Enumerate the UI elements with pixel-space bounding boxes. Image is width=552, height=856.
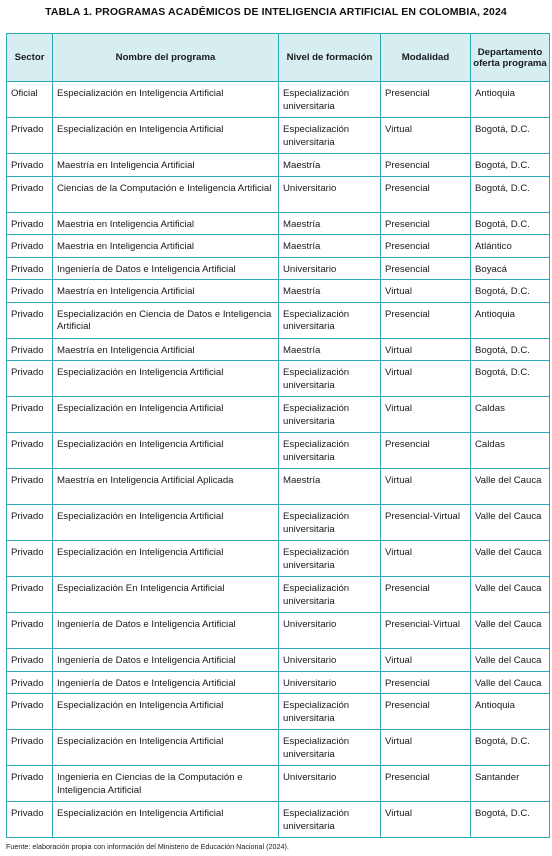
cell-sector: Privado <box>7 541 53 577</box>
cell-modality: Virtual <box>381 338 471 361</box>
cell-level: Maestría <box>279 212 381 235</box>
cell-sector: Privado <box>7 505 53 541</box>
cell-department: Bogotá, D.C. <box>471 280 550 303</box>
cell-department: Caldas <box>471 397 550 433</box>
cell-program-name: Ingeniería de Datos e Inteligencia Artificial <box>53 613 279 649</box>
table-row <box>7 176 550 212</box>
cell-modality: Presencial <box>381 433 471 469</box>
cell-program-name: Ingeniería de Datos e Inteligencia Artificial <box>53 257 279 280</box>
header-department: Departamento oferta programa <box>471 34 550 82</box>
table-row <box>7 433 550 469</box>
cell-level: Especialización universitaria <box>279 397 381 433</box>
source-note: Fuente: elaboración propia con información del Ministerio de Educación Nacional (2024). <box>6 842 289 851</box>
cell-modality: Virtual <box>381 649 471 672</box>
cell-sector: Privado <box>7 338 53 361</box>
table-row <box>7 82 550 118</box>
cell-department: Bogotá, D.C. <box>471 154 550 177</box>
cell-department: Atlántico <box>471 235 550 258</box>
cell-level: Especialización universitaria <box>279 302 381 338</box>
cell-sector: Privado <box>7 433 53 469</box>
cell-level: Especialización universitaria <box>279 730 381 766</box>
cell-sector: Privado <box>7 302 53 338</box>
cell-sector: Privado <box>7 766 53 802</box>
cell-modality: Virtual <box>381 541 471 577</box>
cell-modality: Virtual <box>381 802 471 838</box>
cell-sector: Privado <box>7 730 53 766</box>
cell-program-name: Especialización en Inteligencia Artificial <box>53 802 279 838</box>
cell-level: Especialización universitaria <box>279 361 381 397</box>
cell-modality: Virtual <box>381 361 471 397</box>
table-row <box>7 694 550 730</box>
cell-level: Maestría <box>279 469 381 505</box>
table-row <box>7 505 550 541</box>
cell-program-name: Ingenieria en Ciencias de la Computación e Inteligencia Artificial <box>53 766 279 802</box>
cell-sector: Privado <box>7 361 53 397</box>
cell-department: Santander <box>471 766 550 802</box>
cell-sector: Privado <box>7 577 53 613</box>
cell-department: Bogotá, D.C. <box>471 338 550 361</box>
cell-level: Maestría <box>279 154 381 177</box>
cell-department: Valle del Cauca <box>471 649 550 672</box>
cell-modality: Presencial-Virtual <box>381 505 471 541</box>
table-row <box>7 541 550 577</box>
cell-modality: Virtual <box>381 730 471 766</box>
table-row <box>7 212 550 235</box>
cell-sector: Privado <box>7 280 53 303</box>
header-modality: Modalidad <box>381 34 471 82</box>
cell-department: Valle del Cauca <box>471 541 550 577</box>
cell-level: Maestría <box>279 338 381 361</box>
cell-sector: Privado <box>7 235 53 258</box>
table-row <box>7 338 550 361</box>
cell-program-name: Maestría en Inteligencia Artificial <box>53 280 279 303</box>
cell-modality: Presencial-Virtual <box>381 613 471 649</box>
cell-department: Antioquia <box>471 302 550 338</box>
cell-program-name: Ciencias de la Computación e Inteligencia Artificial <box>53 176 279 212</box>
cell-modality: Presencial <box>381 257 471 280</box>
cell-program-name: Especialización en Inteligencia Artificial <box>53 505 279 541</box>
table-row <box>7 154 550 177</box>
cell-level: Especialización universitaria <box>279 82 381 118</box>
cell-sector: Privado <box>7 671 53 694</box>
cell-sector: Privado <box>7 802 53 838</box>
cell-department: Antioquia <box>471 694 550 730</box>
table-row <box>7 730 550 766</box>
cell-program-name: Especialización En Inteligencia Artificial <box>53 577 279 613</box>
cell-program-name: Especialización en Inteligencia Artificial <box>53 361 279 397</box>
cell-department: Bogotá, D.C. <box>471 361 550 397</box>
header-level: Nivel de formación <box>279 34 381 82</box>
table-row <box>7 802 550 838</box>
cell-modality: Presencial <box>381 154 471 177</box>
cell-level: Especialización universitaria <box>279 694 381 730</box>
cell-program-name: Maestría en Inteligencia Artificial <box>53 338 279 361</box>
cell-program-name: Ingeniería de Datos e Inteligencia Artificial <box>53 649 279 672</box>
cell-sector: Privado <box>7 257 53 280</box>
cell-sector: Privado <box>7 649 53 672</box>
cell-program-name: Maestria en Inteligencia Artificial <box>53 212 279 235</box>
cell-department: Bogotá, D.C. <box>471 802 550 838</box>
cell-program-name: Maestria en Inteligencia Artificial <box>53 235 279 258</box>
cell-program-name: Especialización en Inteligencia Artificial <box>53 118 279 154</box>
cell-sector: Privado <box>7 397 53 433</box>
cell-level: Especialización universitaria <box>279 802 381 838</box>
cell-department: Bogotá, D.C. <box>471 176 550 212</box>
cell-sector: Privado <box>7 212 53 235</box>
table-row <box>7 235 550 258</box>
cell-program-name: Maestría en Inteligencia Artificial Aplicada <box>53 469 279 505</box>
cell-sector: Privado <box>7 694 53 730</box>
cell-program-name: Especialización en Inteligencia Artificial <box>53 541 279 577</box>
table-row <box>7 469 550 505</box>
cell-level: Especialización universitaria <box>279 505 381 541</box>
table-row <box>7 397 550 433</box>
cell-department: Valle del Cauca <box>471 577 550 613</box>
cell-level: Universitario <box>279 176 381 212</box>
cell-department: Bogotá, D.C. <box>471 118 550 154</box>
cell-modality: Presencial <box>381 82 471 118</box>
table-row <box>7 577 550 613</box>
table-title: TABLA 1. PROGRAMAS ACADÉMICOS DE INTELIGENCIA ARTIFICIAL EN COLOMBIA, 2024 <box>45 6 507 18</box>
cell-department: Valle del Cauca <box>471 505 550 541</box>
cell-level: Universitario <box>279 257 381 280</box>
cell-program-name: Especialización en Inteligencia Artificial <box>53 82 279 118</box>
table-row <box>7 361 550 397</box>
cell-department: Valle del Cauca <box>471 613 550 649</box>
cell-level: Especialización universitaria <box>279 577 381 613</box>
cell-level: Maestría <box>279 280 381 303</box>
cell-sector: Privado <box>7 176 53 212</box>
cell-department: Bogotá, D.C. <box>471 730 550 766</box>
programs-table <box>6 33 550 838</box>
cell-program-name: Especialización en Ciencia de Datos e Inteligencia Artificial <box>53 302 279 338</box>
cell-department: Caldas <box>471 433 550 469</box>
cell-department: Bogotá, D.C. <box>471 212 550 235</box>
cell-sector: Privado <box>7 118 53 154</box>
table-row <box>7 280 550 303</box>
table-row <box>7 613 550 649</box>
table-row <box>7 118 550 154</box>
cell-modality: Presencial <box>381 694 471 730</box>
cell-department: Boyacá <box>471 257 550 280</box>
cell-modality: Virtual <box>381 397 471 433</box>
cell-level: Especialización universitaria <box>279 541 381 577</box>
cell-sector: Privado <box>7 469 53 505</box>
cell-program-name: Especialización en Inteligencia Artificial <box>53 397 279 433</box>
cell-level: Maestría <box>279 235 381 258</box>
cell-modality: Presencial <box>381 302 471 338</box>
table-row <box>7 766 550 802</box>
table-row <box>7 671 550 694</box>
cell-level: Universitario <box>279 766 381 802</box>
cell-sector: Privado <box>7 613 53 649</box>
cell-level: Especialización universitaria <box>279 433 381 469</box>
cell-level: Universitario <box>279 671 381 694</box>
header-program-name: Nombre del programa <box>53 34 279 82</box>
cell-program-name: Maestría en Inteligencia Artificial <box>53 154 279 177</box>
cell-modality: Virtual <box>381 118 471 154</box>
table-row <box>7 257 550 280</box>
cell-modality: Presencial <box>381 176 471 212</box>
table-row <box>7 649 550 672</box>
cell-level: Especialización universitaria <box>279 118 381 154</box>
table-body <box>7 82 550 838</box>
cell-sector: Oficial <box>7 82 53 118</box>
cell-modality: Presencial <box>381 577 471 613</box>
cell-program-name: Especialización en Inteligencia Artificial <box>53 694 279 730</box>
cell-modality: Presencial <box>381 212 471 235</box>
header-sector: Sector <box>7 34 53 82</box>
cell-sector: Privado <box>7 154 53 177</box>
cell-program-name: Ingeniería de Datos e Inteligencia Artificial <box>53 671 279 694</box>
cell-program-name: Especialización en Inteligencia Artificial <box>53 730 279 766</box>
cell-department: Valle del Cauca <box>471 469 550 505</box>
cell-department: Valle del Cauca <box>471 671 550 694</box>
cell-level: Universitario <box>279 613 381 649</box>
cell-level: Universitario <box>279 649 381 672</box>
cell-modality: Presencial <box>381 766 471 802</box>
header-row <box>7 34 550 82</box>
cell-modality: Presencial <box>381 671 471 694</box>
table-row <box>7 302 550 338</box>
cell-department: Antioquia <box>471 82 550 118</box>
cell-modality: Virtual <box>381 280 471 303</box>
cell-modality: Presencial <box>381 235 471 258</box>
cell-modality: Virtual <box>381 469 471 505</box>
cell-program-name: Especialización en Inteligencia Artificial <box>53 433 279 469</box>
